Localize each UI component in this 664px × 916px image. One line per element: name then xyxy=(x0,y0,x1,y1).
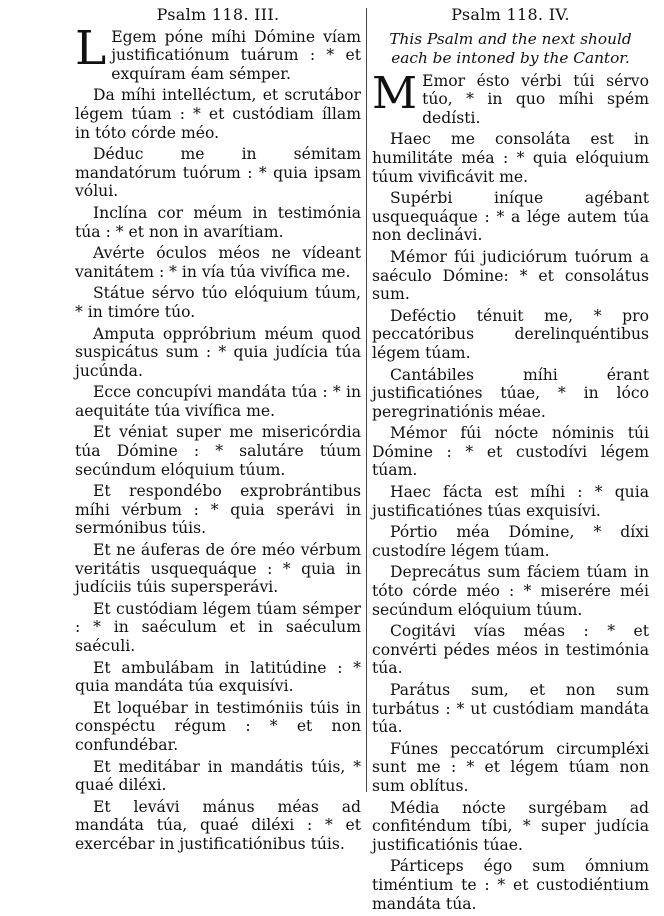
verse-right: Média nócte surgébam ad confiténdum tíbi, * super judícia justificatiónis túae. xyxy=(372,798,649,854)
psalm-heading-left: Psalm 118. III. xyxy=(156,5,280,24)
verse-left: Et ambulábam in latitúdine : * quia mandáta túa exquisívi. xyxy=(75,658,361,696)
verse-right: Párticeps égo sum ómnium timéntium te : * et custodiéntium mandáta túa. xyxy=(372,857,649,913)
verse-right: Cantábiles míhi érant justificatiónes túae, * in lóco peregrinatiónis méae. xyxy=(372,365,649,421)
verse-left: Et levávi mánus méas ad mandáta túa, quaé diléxi : * et exercébar in justificatiónibus túis. xyxy=(75,797,361,853)
verse-right: Parátus sum, et non sum turbátus : * ut custódiam mandáta túa. xyxy=(372,681,649,737)
verse-left: Et custódiam légem túam sémper : * in saéculum et in saéculum saéculi. xyxy=(75,599,361,655)
verse-right: Cogitávi vías méas : * et convérti pédes méos in testimónia túa. xyxy=(372,622,649,678)
verse-left: Et loquébar in testimóniis túis in conspéctu régum : * et non confundébar. xyxy=(75,698,361,754)
verse-right: Supérbi iníque agébant usquequáque : * a lége autem túa non declinávi. xyxy=(372,189,649,245)
verse-right: Fúnes peccatórum circumpléxi sunt me : * et légem túam non sum oblítus. xyxy=(372,739,649,795)
verse-right: Mémor fúi nócte nóminis túi Dómine : * et custodívi légem túam. xyxy=(372,424,649,480)
verse-left: Et ne áuferas de óre méo vérbum veritátis usquequáque : * quia in judíciis túis supersperávi. xyxy=(75,541,361,597)
verse-right-1 xyxy=(372,67,649,128)
verse-left-1 xyxy=(75,20,361,84)
left-column xyxy=(75,6,361,857)
verse-left: Déduc me in sémitam mandatórum tuórum : * quia ipsam vólui. xyxy=(75,145,361,201)
verse-left: Avérte óculos méos ne vídeant vanitátem : * in vía túa vivífica me. xyxy=(75,244,361,281)
verse-left: Et meditábar in mandátis túis, * quaé diléxi. xyxy=(75,757,361,795)
verse-right: Haec fácta est míhi : * quia justificatiónes túas exquisívi. xyxy=(372,483,649,520)
verse-right: Haec me consoláta est in humilitáte méa : * quia elóquium túum vivificávit me. xyxy=(372,130,649,186)
drop-cap-initial-l: L xyxy=(75,20,107,76)
verse-right: Deprecátus sum fáciem túam in tóto córde méo : * miserére méi secúndum elóquium túum. xyxy=(372,563,649,619)
verse-left: Státue sérvo túo elóquium túum, * in timóre túo. xyxy=(75,284,361,321)
drop-cap-initial-m: M xyxy=(372,67,418,119)
verse-text: Egem póne míhi Dómine víam justificatiónum tuárum : * et exquíram éam sémper. xyxy=(111,27,361,83)
verse-left: Ecce concupívi mandáta túa : * in aequitáte túa vivífica me. xyxy=(75,383,361,420)
verse-left: Et véniat super me misericórdia túa Dómine : * salutáre túum secúndum elóquium túum. xyxy=(75,423,361,479)
right-column xyxy=(372,6,649,916)
verse-left: Da míhi intelléctum, et scrutábor légem túam : * et custódiam íllam in tóto córde méo. xyxy=(75,86,361,142)
verse-right: Pórtio méa Dómine, * díxi custodíre légem túam. xyxy=(372,523,649,560)
verse-left: Amputa oppróbrium méum quod suspicátus sum : * quia judícia túa jucúnda. xyxy=(75,324,361,380)
psalm-heading-right: Psalm 118. IV. xyxy=(451,5,570,24)
verse-left: Et respondébo exprobrántibus míhi vérbum : * quia sperávi in sermónibus túis. xyxy=(75,482,361,538)
verse-left: Inclína cor méum in testimónia túa : * et non in avarítiam. xyxy=(75,203,361,241)
column-divider xyxy=(366,8,367,792)
verse-text: Emor ésto vérbi túi sérvo túo, * in quo míhi spém dedísti. xyxy=(422,71,649,127)
verse-right: Deféctio ténuit me, * pro peccatóribus derelinquéntibus légem túam. xyxy=(372,306,649,362)
rubric-note: This Psalm and the next should each be intoned by the Cantor. xyxy=(389,29,632,67)
verse-right: Mémor fúi judiciórum tuórum a saéculo Dómine: * et consolátus sum. xyxy=(372,247,649,304)
